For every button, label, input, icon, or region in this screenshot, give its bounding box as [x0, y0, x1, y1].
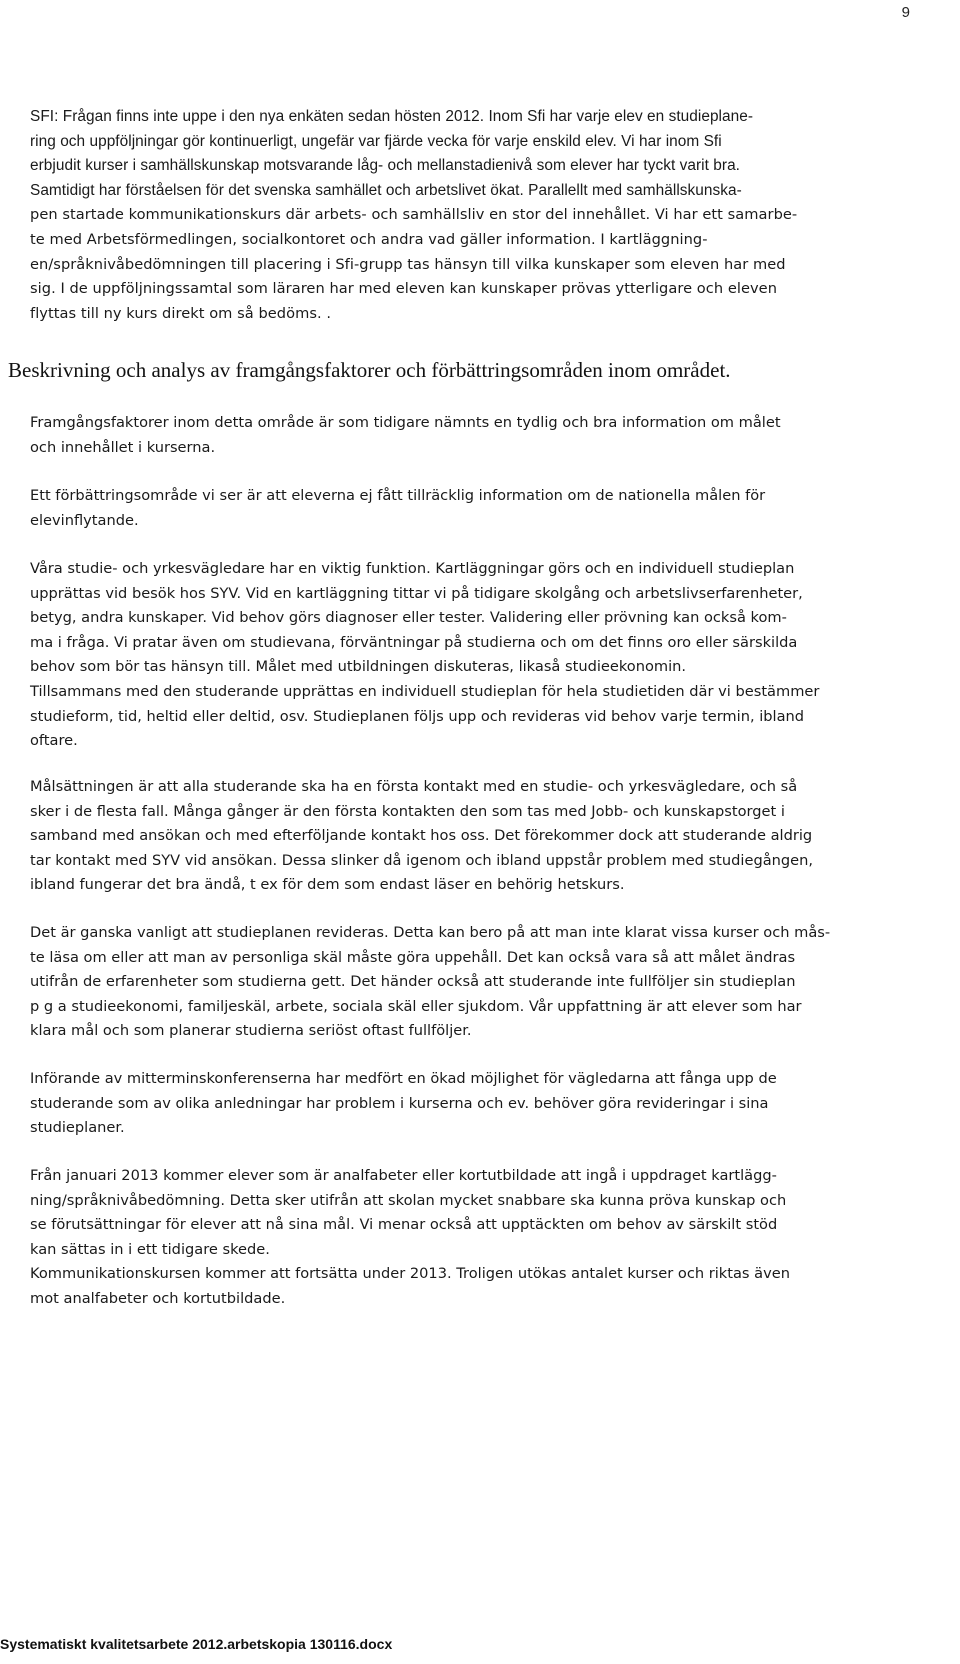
text-line: se förutsättningar för elever att nå sina mål. Vi menar också att upptäckten om behov av särskilt stöd [30, 1216, 778, 1234]
text-line: ibland fungerar det bra ändå, t ex för dem som endast läser en behörig hetskurs. [30, 876, 625, 894]
guidance-paragraph [30, 557, 910, 754]
text-line: betyg, andra kunskaper. Vid behov görs diagnoser eller tester. Validering eller prövning kan också kom- [30, 609, 787, 627]
text-line: pen startade kommunikationskurs där arbets- och samhällsliv en stor del innehållet. Vi har ett samarbe- [30, 206, 798, 224]
sfi-paragraph [30, 105, 910, 326]
january-paragraph [30, 1164, 910, 1312]
improvement-area-paragraph [30, 484, 910, 533]
text-line: kan sättas in i ett tidigare skede. [30, 1240, 270, 1258]
revision-paragraph [30, 921, 910, 1044]
text-line: och innehållet i kurserna. [30, 438, 216, 456]
section-heading: Beskrivning och analys av framgångsfaktorer och förbättringsområden inom området. [8, 358, 731, 382]
text-line: Våra studie- och yrkesvägledare har en viktig funktion. Kartläggningar görs och en individuell studieplan [30, 560, 795, 577]
text-line: ring och uppföljningar gör kontinuerligt, ungefär var fjärde vecka för varje enskild elev. Vi har inom Sfi [30, 132, 722, 150]
text-line: Samtidigt har förståelsen för det svenska samhället och arbetslivet ökat. Parallellt med samhällskunska- [30, 181, 742, 199]
text-line: Från januari 2013 kommer elever som är analfabeter eller kortutbildade att ingå i uppdraget kartlägg- [30, 1167, 777, 1184]
text-line: SFI: Frågan finns inte uppe i den nya enkäten sedan hösten 2012. Inom Sfi har varje elev en studieplane- [30, 108, 754, 125]
page-number: 9 [901, 4, 910, 21]
text-line: sker i de flesta fall. Många gånger är den första kontakten den som tas med Jobb- och kunskapstorget i [30, 802, 785, 820]
text-line: te läsa om eller att man av personliga skäl måste göra uppehåll. Det kan också vara så att målet ändras [30, 948, 796, 966]
goal-paragraph [30, 775, 910, 898]
text-line: studieform, tid, heltid eller deltid, osv. Studieplanen följs upp och revideras vid behov varje termin, ibland [30, 707, 805, 725]
text-line: en/språknivåbedömningen till placering i Sfi-grupp tas hänsyn till vilka kunskaper som eleven har med [30, 255, 786, 273]
text-line: Ett förbättringsområde vi ser är att eleverna ej fått tillräcklig information om de nationella målen för [30, 487, 766, 504]
text-line: Målsättningen är att alla studerande ska ha en första kontakt med en studie- och yrkesvägledare, och så [30, 778, 798, 795]
text-line: p g a studieekonomi, familjeskäl, arbete, sociala skäl eller sjukdom. Vår uppfattning är att elever som har [30, 997, 802, 1015]
document-footer: Systematiskt kvalitetsarbete 2012.arbetskopia 130116.docx [0, 1636, 393, 1652]
text-line: utifrån de erfarenheter som studierna gett. Det händer också att studerande inte fullföljer sin studieplan [30, 973, 796, 991]
text-line: Tillsammans med den studerande upprättas en individuell studieplan för hela studietiden där vi bestämmer [30, 682, 820, 700]
success-factors-paragraph [30, 411, 910, 460]
text-line: studerande som av olika anledningar har problem i kurserna och ev. behöver göra revideringar i sina [30, 1094, 769, 1112]
text-line: klara mål och som planerar studierna seriöst oftast fullföljer. [30, 1022, 472, 1040]
text-line: oftare. [30, 732, 78, 750]
text-line: erbjudit kurser i samhällskunskap motsvarande låg- och mellanstadienivå som elever har tyckt varit bra. [30, 157, 741, 175]
text-line: elevinflytande. [30, 511, 139, 529]
text-line: Kommunikationskursen kommer att fortsätta under 2013. Troligen utökas antalet kurser och riktas även [30, 1265, 790, 1283]
text-line: Framgångsfaktorer inom detta område är som tidigare nämnts en tydlig och bra information om målet [30, 414, 781, 431]
text-line: te med Arbetsförmedlingen, socialkontoret och andra vad gäller information. I kartläggning- [30, 230, 708, 248]
text-line: Det är ganska vanligt att studieplanen revideras. Detta kan bero på att man inte klarat vissa kurser och mås- [30, 924, 831, 941]
text-line: mot analfabeter och kortutbildade. [30, 1289, 286, 1307]
text-line: upprättas vid besök hos SYV. Vid en kartläggning tittar vi på tidigare skolgång och arbetslivserfarenheter, [30, 584, 803, 602]
text-line: Införande av mitterminskonferenserna har medfört en ökad möjlighet för vägledarna att fånga upp de [30, 1070, 777, 1087]
text-line: samband med ansökan och med efterföljande kontakt hos oss. Det förekommer dock att studerande aldrig [30, 827, 813, 845]
midterm-paragraph [30, 1067, 910, 1141]
text-line: sig. I de uppföljningssamtal som läraren har med eleven kan kunskaper prövas ytterligare och eleven [30, 280, 778, 298]
text-line: ning/språknivåbedömning. Detta sker utifrån att skolan mycket snabbare ska kunna pröva kunskap och [30, 1191, 787, 1209]
text-line: flyttas till ny kurs direkt om så bedöms. . [30, 304, 332, 322]
text-line: behov som bör tas hänsyn till. Målet med utbildningen diskuteras, likaså studieekonomin. [30, 658, 687, 676]
text-line: tar kontakt med SYV vid ansökan. Dessa slinker då igenom och ibland uppstår problem med studiegången, [30, 851, 814, 869]
text-line: studieplaner. [30, 1119, 125, 1137]
text-line: ma i fråga. Vi pratar även om studievana, förväntningar på studierna och om det finns oro eller särskilda [30, 633, 798, 651]
